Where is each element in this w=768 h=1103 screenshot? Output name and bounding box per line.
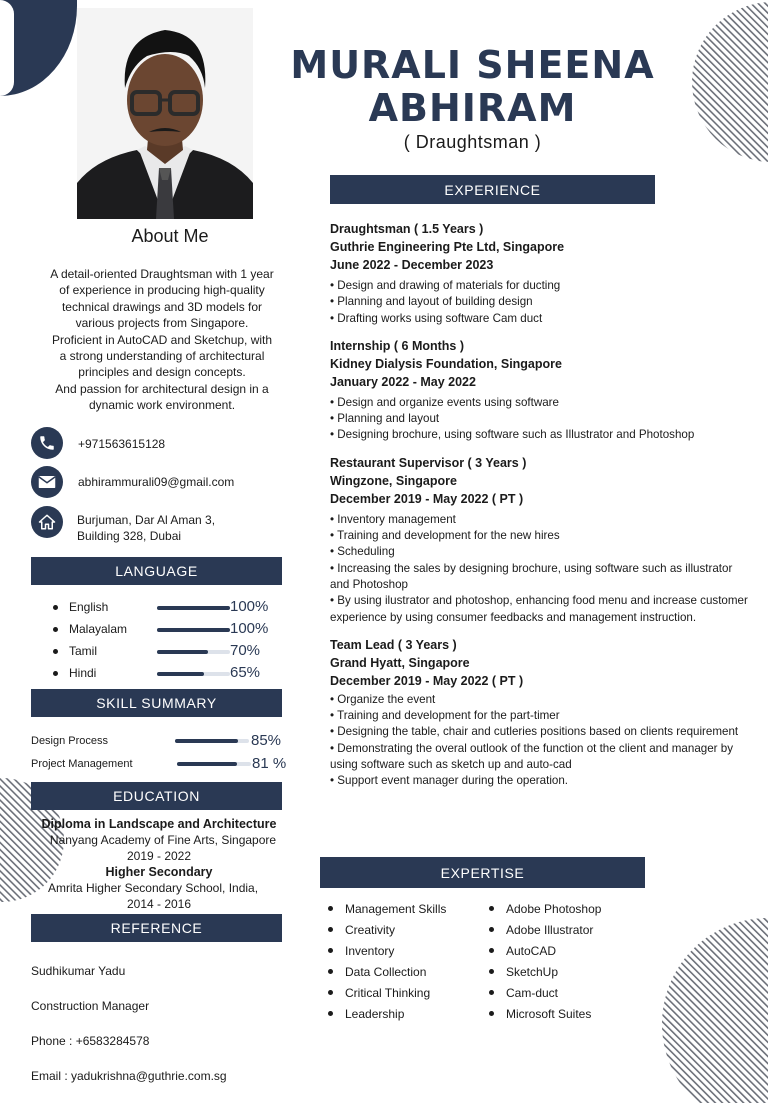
expertise-item bbox=[489, 919, 649, 940]
reference-email[interactable]: Email : yadukrishna@guthrie.com.sg bbox=[31, 1068, 227, 1083]
bullet-icon bbox=[489, 990, 494, 995]
bullet-icon bbox=[489, 969, 494, 974]
expertise-label: Critical Thinking bbox=[345, 985, 431, 1000]
language-banner: LANGUAGE bbox=[31, 557, 282, 585]
bullet-icon bbox=[328, 969, 333, 974]
job-bullet: • Designing brochure, using software such as Illustrator and Photoshop bbox=[330, 428, 695, 442]
skill-summary-banner: SKILL SUMMARY bbox=[31, 689, 282, 717]
candidate-name bbox=[290, 44, 655, 130]
skill-bar-fill bbox=[177, 762, 237, 766]
bullet-icon bbox=[53, 649, 58, 654]
expertise-item bbox=[328, 898, 488, 919]
job-bullet: • Designing the table, chair and cutleries positions based on clients requirement bbox=[330, 725, 739, 739]
job-company: Grand Hyatt, Singapore bbox=[330, 655, 470, 670]
job-role: ( Draughtsman ) bbox=[403, 132, 542, 152]
envelope-icon bbox=[31, 466, 63, 498]
job-entry bbox=[330, 454, 766, 626]
contact-email[interactable]: abhirammurali09@gmail.com bbox=[78, 475, 235, 489]
job-bullet: • Design and organize events using software bbox=[330, 395, 559, 409]
skill-name: Design Process bbox=[31, 735, 109, 747]
experience-banner: EXPERIENCE bbox=[330, 175, 655, 204]
language-bar bbox=[157, 628, 230, 632]
education-years: 2014 - 2016 bbox=[126, 897, 192, 911]
job-company: Guthrie Engineering Pte Ltd, Singapore bbox=[330, 240, 565, 254]
language-name: Tamil bbox=[69, 644, 98, 658]
bullet-icon bbox=[53, 671, 58, 676]
expertise-item bbox=[328, 1003, 488, 1024]
job-bullets bbox=[330, 395, 766, 444]
expertise-label: Management Skills bbox=[345, 901, 447, 916]
bullet-icon bbox=[53, 627, 58, 632]
language-percent: 70% bbox=[230, 642, 261, 659]
language-name: Malayalam bbox=[69, 622, 128, 636]
job-bullets bbox=[330, 512, 750, 626]
job-bullet: • Planning and layout bbox=[330, 412, 440, 426]
expertise-item bbox=[328, 940, 488, 961]
reference-block bbox=[31, 945, 291, 1103]
education-degree: Higher Secondary bbox=[105, 865, 213, 879]
skill-bar bbox=[175, 739, 249, 743]
language-list bbox=[53, 598, 293, 686]
job-bullet: • By using ilustrator and photoshop, enhancing food menu and increase customer experience by using consumer feedbacks and management instruction. bbox=[330, 594, 748, 624]
language-bar bbox=[157, 606, 230, 610]
expertise-column-2 bbox=[489, 898, 649, 1024]
job-bullet: • Training and development for the new hires bbox=[330, 529, 560, 543]
skill-percent: 85% bbox=[251, 732, 282, 749]
expertise-column-1 bbox=[328, 898, 488, 1024]
education-degree: Diploma in Landscape and Architecture bbox=[41, 817, 277, 831]
language-bar bbox=[157, 650, 230, 654]
job-bullet: • Support event manager during the operation. bbox=[330, 774, 569, 788]
reference-name: Sudhikumar Yadu bbox=[31, 963, 126, 978]
job-entry bbox=[330, 337, 766, 444]
expertise-label: Adobe Photoshop bbox=[506, 901, 602, 916]
language-percent: 100% bbox=[230, 620, 269, 637]
education-years: 2019 - 2022 bbox=[126, 849, 192, 863]
job-bullet: • Organize the event bbox=[330, 692, 436, 706]
job-bullet: • Inventory management bbox=[330, 512, 456, 526]
expertise-label: Inventory bbox=[345, 943, 395, 958]
language-item bbox=[53, 664, 293, 686]
job-title: Team Lead ( 3 Years ) bbox=[330, 637, 457, 652]
job-bullet: • Drafting works using software Cam duct bbox=[330, 311, 543, 325]
bullet-icon bbox=[489, 948, 494, 953]
job-bullet: • Training and development for the part-timer bbox=[330, 709, 560, 723]
expertise-label: AutoCAD bbox=[506, 943, 557, 958]
expertise-item bbox=[489, 982, 649, 1003]
bullet-icon bbox=[328, 990, 333, 995]
education-item bbox=[20, 864, 298, 912]
job-bullet: • Design and drawing of materials for ducting bbox=[330, 279, 561, 292]
job-dates: December 2019 - May 2022 ( PT ) bbox=[330, 491, 524, 506]
contact-address: Burjuman, Dar Al Aman 3, Building 328, Dubai bbox=[77, 513, 216, 543]
job-dates: June 2022 - December 2023 bbox=[330, 258, 494, 272]
expertise-item bbox=[489, 940, 649, 961]
expertise-item bbox=[328, 982, 488, 1003]
skill-bar bbox=[177, 762, 251, 766]
expertise-label: Microsoft Suites bbox=[506, 1006, 592, 1021]
bullet-icon bbox=[328, 927, 333, 932]
reference-banner: REFERENCE bbox=[31, 914, 282, 942]
job-company: Wingzone, Singapore bbox=[330, 473, 457, 488]
expertise-label: Adobe Illustrator bbox=[506, 922, 594, 937]
language-name: English bbox=[69, 600, 109, 614]
education-list bbox=[20, 816, 298, 912]
home-icon bbox=[31, 506, 63, 538]
expertise-label: Leadership bbox=[345, 1006, 405, 1021]
education-banner: EDUCATION bbox=[31, 782, 282, 810]
education-item bbox=[20, 816, 298, 864]
language-percent: 65% bbox=[230, 664, 261, 681]
expertise-item bbox=[489, 961, 649, 982]
job-title: Internship ( 6 Months ) bbox=[330, 338, 465, 353]
name-line-1: MURALI SHEENA bbox=[290, 43, 655, 87]
bullet-icon bbox=[328, 906, 333, 911]
expertise-item bbox=[489, 898, 649, 919]
language-name: Hindi bbox=[69, 666, 97, 680]
phone-icon bbox=[31, 427, 63, 459]
job-title: Draughtsman ( 1.5 Years ) bbox=[330, 222, 484, 236]
job-bullet: • Demonstrating the overal outlook of the function ot the client and manager by using software such as sketch up and auto-cad bbox=[330, 741, 733, 772]
corner-decoration-cut bbox=[0, 0, 14, 96]
language-bar-fill bbox=[157, 650, 208, 654]
bullet-icon bbox=[328, 1011, 333, 1016]
job-bullet: • Scheduling bbox=[330, 545, 395, 559]
bullet-icon bbox=[53, 605, 58, 610]
about-title: About Me bbox=[131, 226, 209, 246]
profile-photo bbox=[77, 8, 253, 219]
about-text: A detail-oriented Draughtsman with 1 year of experience in producing high-quality technical drawings and 3D models for various projects from Singapore. Proficient in AutoCAD and Sketchup, with a strong understanding of architectural principles and design concepts. And passion for architectural design in a dynamic work environment. bbox=[50, 267, 274, 413]
job-bullets bbox=[330, 278, 766, 327]
job-dates: January 2022 - May 2022 bbox=[330, 374, 476, 389]
contact-phone[interactable]: +971563615128 bbox=[78, 437, 166, 451]
job-company: Kidney Dialysis Foundation, Singapore bbox=[330, 356, 562, 371]
language-bar-fill bbox=[157, 672, 204, 676]
skill-list bbox=[31, 731, 293, 777]
expertise-item bbox=[328, 961, 488, 982]
language-item bbox=[53, 598, 293, 620]
job-bullet: • Planning and layout of building design bbox=[330, 295, 533, 309]
skill-item bbox=[31, 731, 293, 754]
bullet-icon bbox=[489, 1011, 494, 1016]
language-percent: 100% bbox=[230, 598, 269, 615]
language-bar bbox=[157, 672, 230, 676]
expertise-banner: EXPERTISE bbox=[320, 857, 645, 888]
reference-phone[interactable]: Phone : +6583284578 bbox=[31, 1033, 150, 1048]
expertise-item bbox=[489, 1003, 649, 1024]
language-bar-fill bbox=[157, 606, 230, 610]
job-entry bbox=[330, 636, 766, 790]
skill-name: Project Management bbox=[31, 758, 133, 770]
expertise-label: Creativity bbox=[345, 922, 396, 937]
expertise-label: SketchUp bbox=[506, 964, 559, 979]
name-line-2: ABHIRAM bbox=[368, 86, 577, 130]
expertise-label: Cam-duct bbox=[506, 985, 559, 1000]
job-title: Restaurant Supervisor ( 3 Years ) bbox=[330, 455, 527, 470]
reference-position: Construction Manager bbox=[31, 998, 150, 1013]
skill-item bbox=[31, 754, 293, 777]
language-item bbox=[53, 620, 293, 642]
language-item bbox=[53, 642, 293, 664]
bullet-icon bbox=[489, 906, 494, 911]
job-bullets bbox=[330, 692, 750, 790]
job-bullet: • Increasing the sales by designing brochure, using software such as illustrator and Photoshop bbox=[330, 561, 733, 591]
bullet-icon bbox=[489, 927, 494, 932]
education-school: Nanyang Academy of Fine Arts, Singapore bbox=[49, 833, 277, 847]
experience-list bbox=[330, 220, 766, 790]
striped-circle-decoration-top-right bbox=[690, 0, 768, 164]
job-entry bbox=[330, 220, 766, 327]
language-bar-fill bbox=[157, 628, 230, 632]
expertise-label: Data Collection bbox=[345, 964, 427, 979]
skill-percent: 81 % bbox=[252, 755, 287, 772]
job-dates: December 2019 - May 2022 ( PT ) bbox=[330, 673, 524, 688]
education-school: Amrita Higher Secondary School, India, bbox=[47, 881, 259, 895]
bullet-icon bbox=[328, 948, 333, 953]
expertise-item bbox=[328, 919, 488, 940]
skill-bar-fill bbox=[175, 739, 238, 743]
